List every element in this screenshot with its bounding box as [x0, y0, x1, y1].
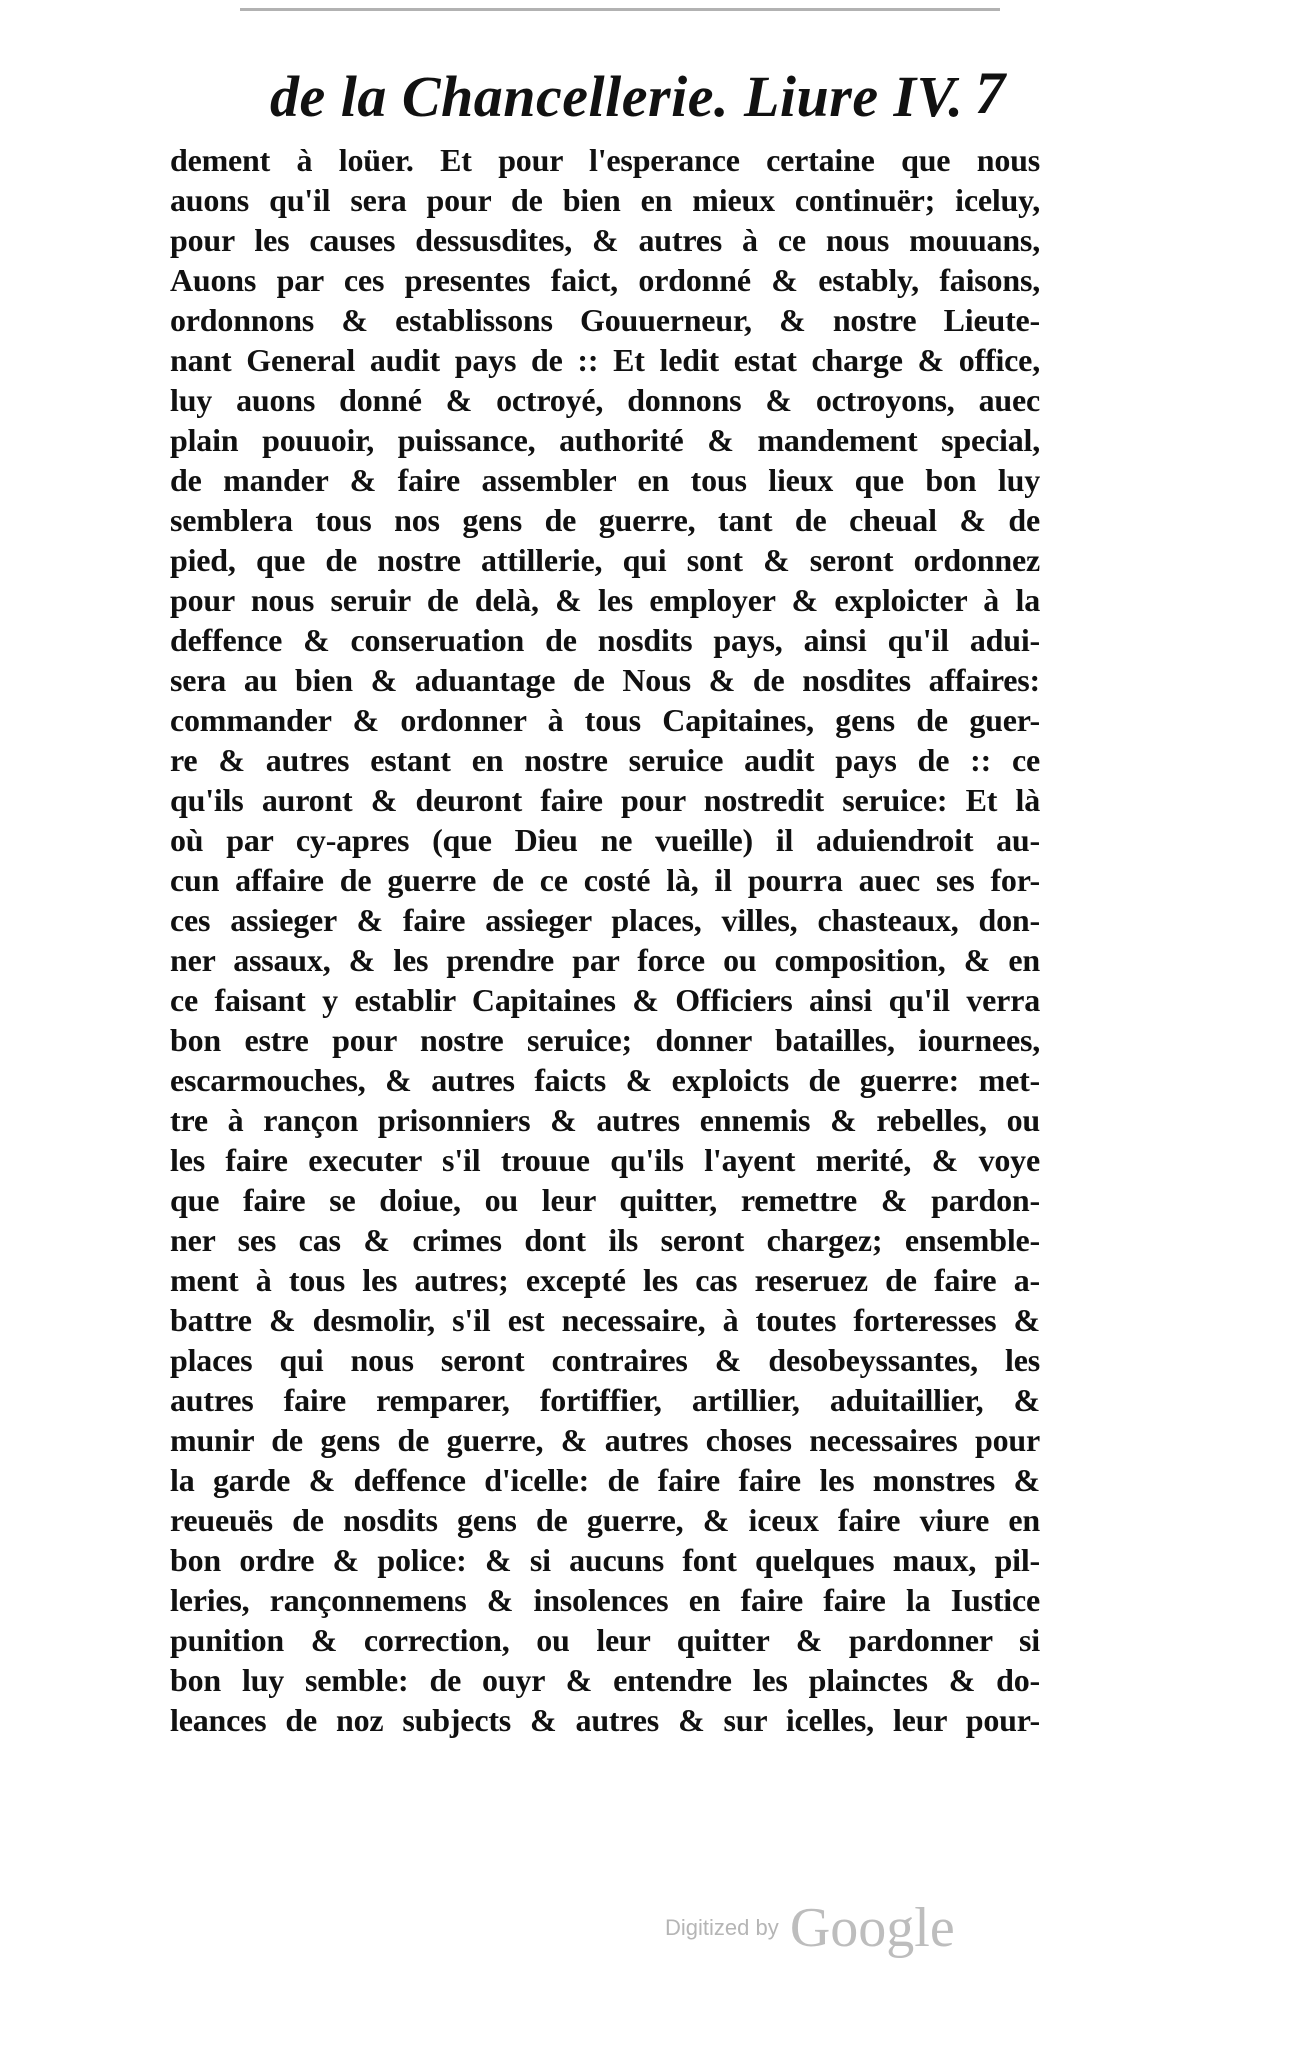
google-logo: Google	[789, 1897, 955, 1959]
text-line: pour les causes dessusdites, & autres à ce nous mouuans,	[170, 222, 1040, 258]
top-edge-rule	[240, 0, 1000, 11]
text-line: escarmouches, & autres faicts & exploicts de guerre: met-	[170, 1062, 1040, 1098]
text-line: où par cy-apres (que Dieu ne vueille) il aduiendroit au-	[170, 822, 1040, 858]
text-line: ce faisant y establir Capitaines & Officiers ainsi qu'il verra	[170, 982, 1040, 1018]
text-line: bon estre pour nostre seruice; donner batailles, iournees,	[170, 1022, 1040, 1058]
running-title: de la Chancellerie. Liure IV.	[270, 64, 964, 129]
page-header	[270, 62, 1030, 132]
text-line: ordonnons & establissons Gouuerneur, & nostre Lieute-	[170, 302, 1040, 338]
text-line: plain pouuoir, puissance, authorité & mandement special,	[170, 422, 1040, 458]
text-line: bon ordre & police: & si aucuns font quelques maux, pil-	[170, 1542, 1040, 1578]
text-line: pour nous seruir de delà, & les employer & exploicter à la	[170, 582, 1040, 618]
text-line: leries, rançonnemens & insolences en faire faire la Iustice	[170, 1582, 1040, 1618]
text-line: bon luy semble: de ouyr & entendre les plainctes & do-	[170, 1662, 1040, 1698]
text-line: pied, que de nostre attillerie, qui sont & seront ordonnez	[170, 542, 1040, 578]
text-line: que faire se doiue, ou leur quitter, remettre & pardon-	[170, 1182, 1040, 1218]
text-line: dement à loüer. Et pour l'esperance certaine que nous	[170, 142, 1040, 178]
text-line: leances de noz subjects & autres & sur icelles, leur pour-	[170, 1702, 1040, 1738]
text-line: autres faire remparer, fortiffier, artillier, aduitaillier, &	[170, 1382, 1040, 1418]
text-line: munir de gens de guerre, & autres choses necessaires pour	[170, 1422, 1040, 1458]
text-line: semblera tous nos gens de guerre, tant de cheual & de	[170, 502, 1040, 538]
text-line: reueuës de nosdits gens de guerre, & iceux faire viure en	[170, 1502, 1040, 1538]
text-line: deffence & conseruation de nosdits pays, ainsi qu'il adui-	[170, 622, 1040, 658]
text-line: de mander & faire assembler en tous lieux que bon luy	[170, 462, 1040, 498]
text-line: Auons par ces presentes faict, ordonné & estably, faisons,	[170, 262, 1040, 298]
text-line: qu'ils auront & deuront faire pour nostredit seruice: Et là	[170, 782, 1040, 818]
text-line: les faire executer s'il trouue qu'ils l'ayent merité, & voye	[170, 1142, 1040, 1178]
text-line: sera au bien & aduantage de Nous & de nosdites affaires:	[170, 662, 1040, 698]
text-line: luy auons donné & octroyé, donnons & octroyons, auec	[170, 382, 1040, 418]
text-line: battre & desmolir, s'il est necessaire, à toutes forteresses &	[170, 1302, 1040, 1338]
text-line: re & autres estant en nostre seruice audit pays de :: ce	[170, 742, 1040, 778]
text-line: ment à tous les autres; excepté les cas reseruez de faire a-	[170, 1262, 1040, 1298]
text-line: ces assieger & faire assieger places, villes, chasteaux, don-	[170, 902, 1040, 938]
text-line: places qui nous seront contraires & desobeyssantes, les	[170, 1342, 1040, 1378]
text-line: auons qu'il sera pour de bien en mieux continuër; iceluy,	[170, 182, 1040, 218]
text-line: ner assaux, & les prendre par force ou composition, & en	[170, 942, 1040, 978]
text-line: nant General audit pays de :: Et ledit estat charge & office,	[170, 342, 1040, 378]
text-line: ner ses cas & crimes dont ils seront chargez; ensemble-	[170, 1222, 1040, 1258]
page-number: 7	[975, 60, 1005, 126]
text-line: commander & ordonner à tous Capitaines, gens de guer-	[170, 702, 1040, 738]
body-text	[170, 140, 1040, 1740]
text-line: la garde & deffence d'icelle: de faire faire les monstres &	[170, 1462, 1040, 1498]
text-line: punition & correction, ou leur quitter & pardonner si	[170, 1622, 1040, 1658]
text-line: tre à rançon prisonniers & autres ennemis & rebelles, ou	[170, 1102, 1040, 1138]
digitized-watermark	[665, 1896, 955, 1966]
watermark-prefix: Digitized by	[665, 1915, 779, 1940]
text-line: cun affaire de guerre de ce costé là, il pourra auec ses for-	[170, 862, 1040, 898]
